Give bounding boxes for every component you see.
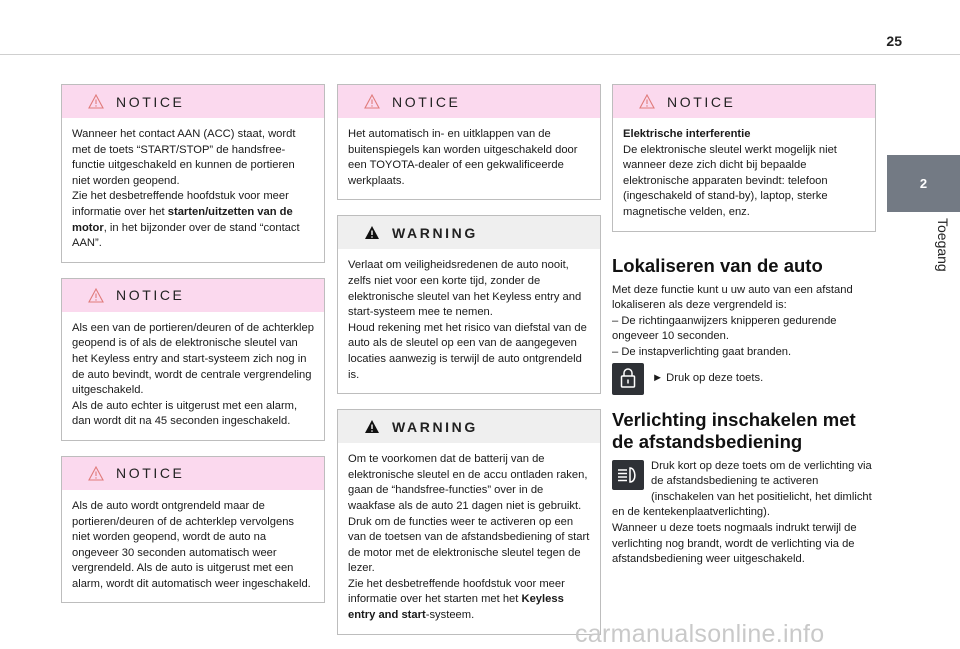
warning-paragraph: Houd rekening met het risico van diefstal van de auto als de sleutel op een van de aangegeven locaties aanwezig is terwijl de auto ontgrendeld is.: [348, 321, 587, 381]
locate-item-1: – De richtingaanwijzers knipperen gedurende ongeveer 10 seconden.: [612, 314, 837, 343]
lighting-text-2: Wanneer u deze toets nogmaals indrukt terwijl de verlichting nog brandt, wordt de verlichting via de afstandsbediening weer uitgeschakeld.: [612, 521, 857, 566]
lock-key-icon: [612, 363, 644, 395]
notice-box: [61, 278, 325, 441]
notice-header: [613, 85, 875, 118]
lighting-heading: Verlichting inschakelen met de afstandsbediening: [612, 408, 856, 452]
warning-paragraph: Druk om de functies weer te activeren op een van de toetsen van de afstandsbediening of start de motor met de elektronische sleutel tegen de lezer.: [348, 515, 590, 575]
chapter-tab[interactable]: [887, 155, 960, 212]
locate-item-2: – De instapverlichting gaat branden.: [612, 345, 792, 358]
locate-intro: Met deze functie kunt u uw auto van een afstand lokaliseren als deze vergrendeld is:: [612, 283, 853, 312]
notice-box: [61, 84, 325, 263]
right-column: [612, 84, 876, 568]
warning-paragraph: Zie het desbetreffende hoofdstuk voor meer informatie over het starten met het Keyless entry and start-systeem.: [348, 577, 565, 622]
locate-action: ► Druk op deze toets.: [652, 371, 764, 384]
locate-heading: Lokaliseren van de auto: [612, 254, 823, 276]
chapter-number: 2: [919, 176, 928, 191]
notice-subtitle: Elektrische interferentie: [623, 128, 751, 140]
notice-box: [61, 456, 325, 604]
notice-header: [62, 85, 324, 118]
notice-body: [338, 118, 600, 199]
notice-paragraph: Als de auto echter is uitgerust met een alarm, dan wordt dit na 45 seconden ingeschakeld.: [72, 399, 298, 428]
warning-header: [338, 410, 600, 443]
warning-box: [337, 409, 601, 635]
warning-header: [338, 216, 600, 249]
middle-column: [337, 84, 601, 649]
warning-paragraph: Om te voorkomen dat de batterij van de elektronische sleutel en de accu ontladen raken, gaan de “handsfree-functies” over in de waakfase als de auto 21 dagen niet is gebruikt.: [348, 453, 588, 512]
notice-title: NOTICE: [116, 93, 185, 110]
notice-body: [62, 118, 324, 262]
warning-title: WARNING: [392, 418, 478, 435]
notice-body: [613, 118, 875, 231]
notice-title: NOTICE: [392, 93, 461, 110]
notice-triangle-icon: [88, 288, 104, 303]
notice-text: De elektronische sleutel werkt mogelijk niet wanneer deze zich dicht bij bepaalde elektronische apparaten bevindt: telefoon (ingeschakeld of stand-by), laptop, sterke magnetische velden, enz.: [623, 143, 837, 218]
notice-paragraph: Als de auto wordt ontgrendeld maar de portieren/deuren of de achterklep vervolgens niet worden geopend, wordt de auto na ongeveer 30 seconden automatisch weer vergrendeld. Als de auto is uitgerust met een alarm, wordt dit automatisch weer ingeschakeld.: [72, 499, 311, 590]
notice-triangle-icon: [364, 94, 380, 109]
notice-paragraph: Als een van de portieren/deuren of de achterklep geopend is of als de elektronische sleutel van het Keyless entry and start-systeem zich nog in de auto bevindt, wordt de centrale vergrendeling uitgeschakeld.: [72, 321, 314, 397]
top-rule: [0, 54, 960, 55]
notice-header: [62, 457, 324, 490]
warning-triangle-icon: [364, 419, 380, 434]
lighting-body: [612, 459, 876, 568]
notice-title: NOTICE: [116, 287, 185, 304]
notice-header: [62, 279, 324, 312]
locate-action-row: [612, 363, 876, 395]
notice-body: [62, 312, 324, 440]
notice-triangle-icon: [88, 466, 104, 481]
notice-box: [612, 84, 876, 232]
warning-body: [338, 249, 600, 393]
chapter-label: Toegang: [935, 218, 951, 272]
notice-title: NOTICE: [116, 465, 185, 482]
notice-paragraph: Wanneer het contact AAN (ACC) staat, wordt met de toets “START/STOP” de handsfree-functie uitgeschakeld en kunnen de portieren niet worden geopend.: [72, 128, 296, 187]
warning-paragraph: Verlaat om veiligheidsredenen de auto nooit, zelfs niet voor een korte tijd, zonder de elektronische sleutel van het Keyless entry and start-systeem mee te nemen.: [348, 259, 582, 319]
notice-paragraph: Het automatisch in- en uitklappen van de buitenspiegels kan worden uitgeschakeld door een TOYOTA-dealer of een gekwalificeerde werkplaats.: [348, 128, 578, 187]
notice-triangle-icon: [88, 94, 104, 109]
notice-title: NOTICE: [667, 93, 736, 110]
headlight-icon: [612, 460, 644, 490]
notice-paragraph: Zie het desbetreffende hoofdstuk voor meer informatie over het starten/uitzetten van de motor, in het bijzonder over de stand “contact AAN”.: [72, 190, 300, 250]
lighting-text-1: Druk kort op deze toets om de verlichting via de afstandsbediening te activeren (inschakelen van het positielicht, het dimlicht en de kentekenplaatverlichting).: [612, 459, 872, 519]
warning-box: [337, 215, 601, 394]
notice-header: [338, 85, 600, 118]
warning-title: WARNING: [392, 224, 478, 241]
watermark: carmanualsonline.info: [575, 620, 825, 648]
left-column: [61, 84, 325, 618]
page-number: 25: [886, 33, 902, 49]
notice-box: [337, 84, 601, 200]
notice-body: [62, 490, 324, 603]
warning-body: [338, 443, 600, 634]
warning-triangle-icon: [364, 225, 380, 240]
notice-triangle-icon: [639, 94, 655, 109]
